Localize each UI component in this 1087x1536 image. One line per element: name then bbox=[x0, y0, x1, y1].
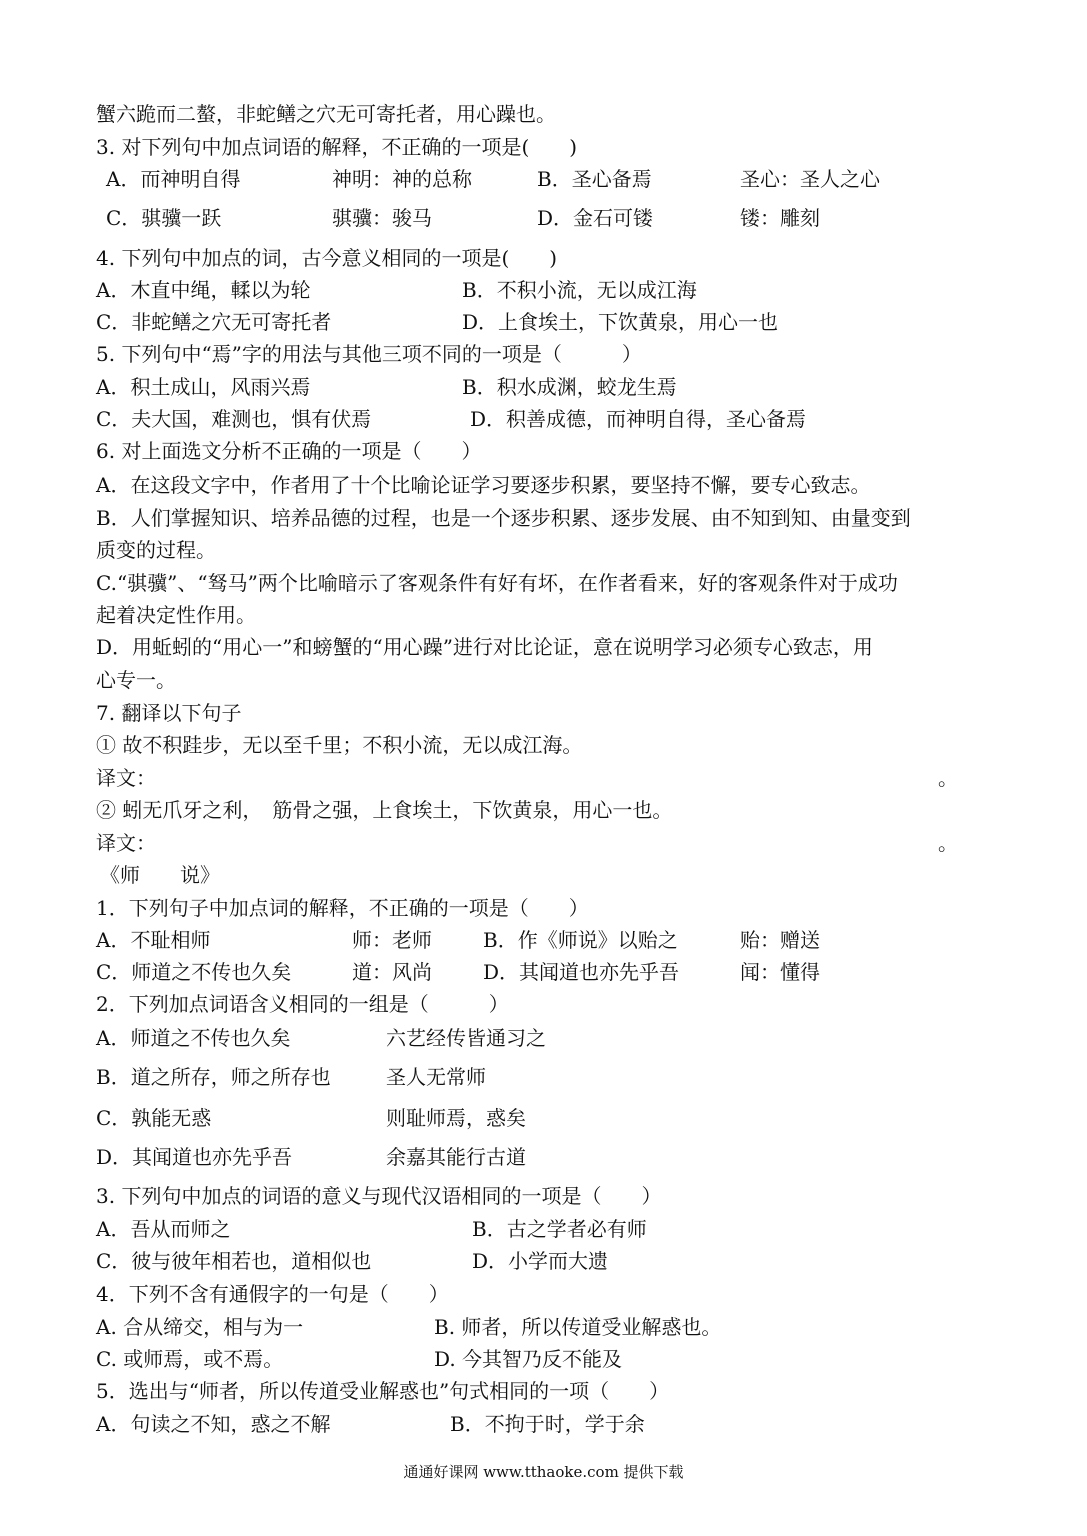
q3-option-a-explanation: 神明：神的总称 bbox=[332, 167, 472, 191]
q3-option-d-explanation: 镂：雕刻 bbox=[740, 206, 820, 230]
s4-option-c: C. 或师焉，或不焉。 bbox=[96, 1347, 284, 1371]
s2-option-c-left: C．孰能无惑 bbox=[96, 1106, 212, 1130]
q6-stem: 6. 对上面选文分析不正确的一项是（ ） bbox=[96, 439, 482, 463]
q5-option-c: C．夫大国，难测也，惧有伏焉 bbox=[96, 407, 372, 431]
q7-translation-label-1: 译文： bbox=[96, 766, 156, 790]
q4-option-d: D．上食埃土，下饮黄泉，用心一也 bbox=[462, 310, 779, 334]
q6-option-b-line2: 质变的过程。 bbox=[96, 538, 216, 562]
s2-option-b-left: B．道之所存，师之所存也 bbox=[96, 1065, 331, 1089]
s1-option-a: A．不耻相师 bbox=[96, 928, 211, 952]
q3-option-b: B．圣心备焉 bbox=[537, 167, 652, 191]
s4-option-d: D. 今其智乃反不能及 bbox=[434, 1347, 623, 1371]
s1-option-b-explanation: 贻：赠送 bbox=[740, 928, 820, 952]
s2-option-c-right: 则耻师焉，惑矣 bbox=[386, 1106, 526, 1130]
s2-option-b-right: 圣人无常师 bbox=[386, 1065, 486, 1089]
s3-stem: 3. 下列句中加点的词语的意义与现代汉语相同的一项是（ ） bbox=[96, 1184, 662, 1208]
s4-option-a: A. 合从缔交，相与为一 bbox=[96, 1315, 304, 1339]
s3-option-b: B．古之学者必有师 bbox=[472, 1217, 647, 1241]
q7-sentence-2: ② 蚓无爪牙之利， 筋骨之强，上食埃土，下饮黄泉，用心一也。 bbox=[96, 798, 673, 822]
q7-stem: 7. 翻译以下句子 bbox=[96, 701, 242, 725]
s2-option-a-left: A．师道之不传也久矣 bbox=[96, 1026, 291, 1050]
q7-translation-end-1: 。 bbox=[938, 766, 958, 790]
q7-translation-label-2: 译文： bbox=[96, 831, 156, 855]
s1-option-a-explanation: 师：老师 bbox=[352, 928, 432, 952]
s1-option-d-explanation: 闻：懂得 bbox=[740, 960, 820, 984]
s1-option-c: C．师道之不传也久矣 bbox=[96, 960, 292, 984]
s1-option-b: B．作《师说》以贻之 bbox=[483, 928, 678, 952]
q7-sentence-1: ① 故不积跬步，无以至千里；不积小流，无以成江海。 bbox=[96, 733, 583, 757]
s4-option-b: B. 师者，所以传道受业解惑也。 bbox=[434, 1315, 722, 1339]
s5-option-a: A．句读之不知，惑之不解 bbox=[96, 1412, 331, 1436]
q5-option-b: B．积水成渊，蛟龙生焉 bbox=[462, 375, 677, 399]
q6-option-c-line2: 起着决定性作用。 bbox=[96, 603, 256, 627]
q3-stem: 3. 对下列句中加点词语的解释，不正确的一项是( ) bbox=[96, 135, 578, 159]
q4-stem: 4. 下列句中加点的词，古今意义相同的一项是( ) bbox=[96, 246, 558, 270]
q6-option-c-line1: C.“骐骥”、“驽马”两个比喻暗示了客观条件有好有坏，在作者看来，好的客观条件对于成功 bbox=[96, 571, 898, 595]
passage-tail: 蟹六跪而二螯，非蛇鳝之穴无可寄托者，用心躁也。 bbox=[96, 102, 556, 126]
s5-option-b: B．不拘于时，学于余 bbox=[450, 1412, 645, 1436]
s2-option-d-left: D．其闻道也亦先乎吾 bbox=[96, 1145, 293, 1169]
s2-stem: 2．下列加点词语含义相同的一组是（ ） bbox=[96, 992, 509, 1016]
q5-option-a: A．积土成山，风雨兴焉 bbox=[96, 375, 311, 399]
s3-option-c: C．彼与彼年相若也，道相似也 bbox=[96, 1249, 372, 1273]
q4-option-b: B．不积小流，无以成江海 bbox=[462, 278, 697, 302]
page-footer: 通通好课网 www.tthaoke.com 提供下载 bbox=[403, 1463, 684, 1481]
s2-option-a-right: 六艺经传皆通习之 bbox=[386, 1026, 546, 1050]
q6-option-d-line1: D．用蚯蚓的“用心一”和螃蟹的“用心躁”进行对比论证，意在说明学习必须专心致志，用 bbox=[96, 635, 873, 659]
s2-option-d-right: 余嘉其能行古道 bbox=[386, 1145, 526, 1169]
q4-option-a: A．木直中绳，輮以为轮 bbox=[96, 278, 311, 302]
q3-option-c-explanation: 骐骥：骏马 bbox=[332, 206, 432, 230]
q5-stem: 5. 下列句中“焉”字的用法与其他三项不同的一项是（ ） bbox=[96, 342, 642, 366]
s1-option-d: D．其闻道也亦先乎吾 bbox=[483, 960, 680, 984]
q3-option-a: A．而神明自得 bbox=[106, 167, 241, 191]
q6-option-a: A．在这段文字中，作者用了十个比喻论证学习要逐步积累，要坚持不懈，要专心致志。 bbox=[96, 473, 871, 497]
section-title: 《师 说》 bbox=[100, 863, 220, 887]
q7-translation-end-2: 。 bbox=[938, 831, 958, 855]
q6-option-b-line1: B．人们掌握知识、培养品德的过程，也是一个逐步积累、逐步发展、由不知到知、由量变到 bbox=[96, 506, 911, 530]
q5-option-d: D．积善成德，而神明自得，圣心备焉 bbox=[470, 407, 807, 431]
q6-option-d-line2: 心专一。 bbox=[96, 668, 176, 692]
s1-option-c-explanation: 道：风尚 bbox=[352, 960, 432, 984]
s4-stem: 4．下列不含有通假字的一句是（ ） bbox=[96, 1282, 449, 1306]
s3-option-d: D．小学而大遗 bbox=[472, 1249, 609, 1273]
q3-option-b-explanation: 圣心：圣人之心 bbox=[740, 167, 880, 191]
q4-option-c: C．非蛇鳝之穴无可寄托者 bbox=[96, 310, 332, 334]
s3-option-a: A．吾从而师之 bbox=[96, 1217, 231, 1241]
s5-stem: 5．选出与“师者，所以传道受业解惑也”句式相同的一项（ ） bbox=[96, 1379, 670, 1403]
q3-option-c: C．骐骥一跃 bbox=[106, 206, 222, 230]
s1-stem: 1．下列句子中加点词的解释，不正确的一项是（ ） bbox=[96, 896, 589, 920]
q3-option-d: D．金石可镂 bbox=[537, 206, 654, 230]
